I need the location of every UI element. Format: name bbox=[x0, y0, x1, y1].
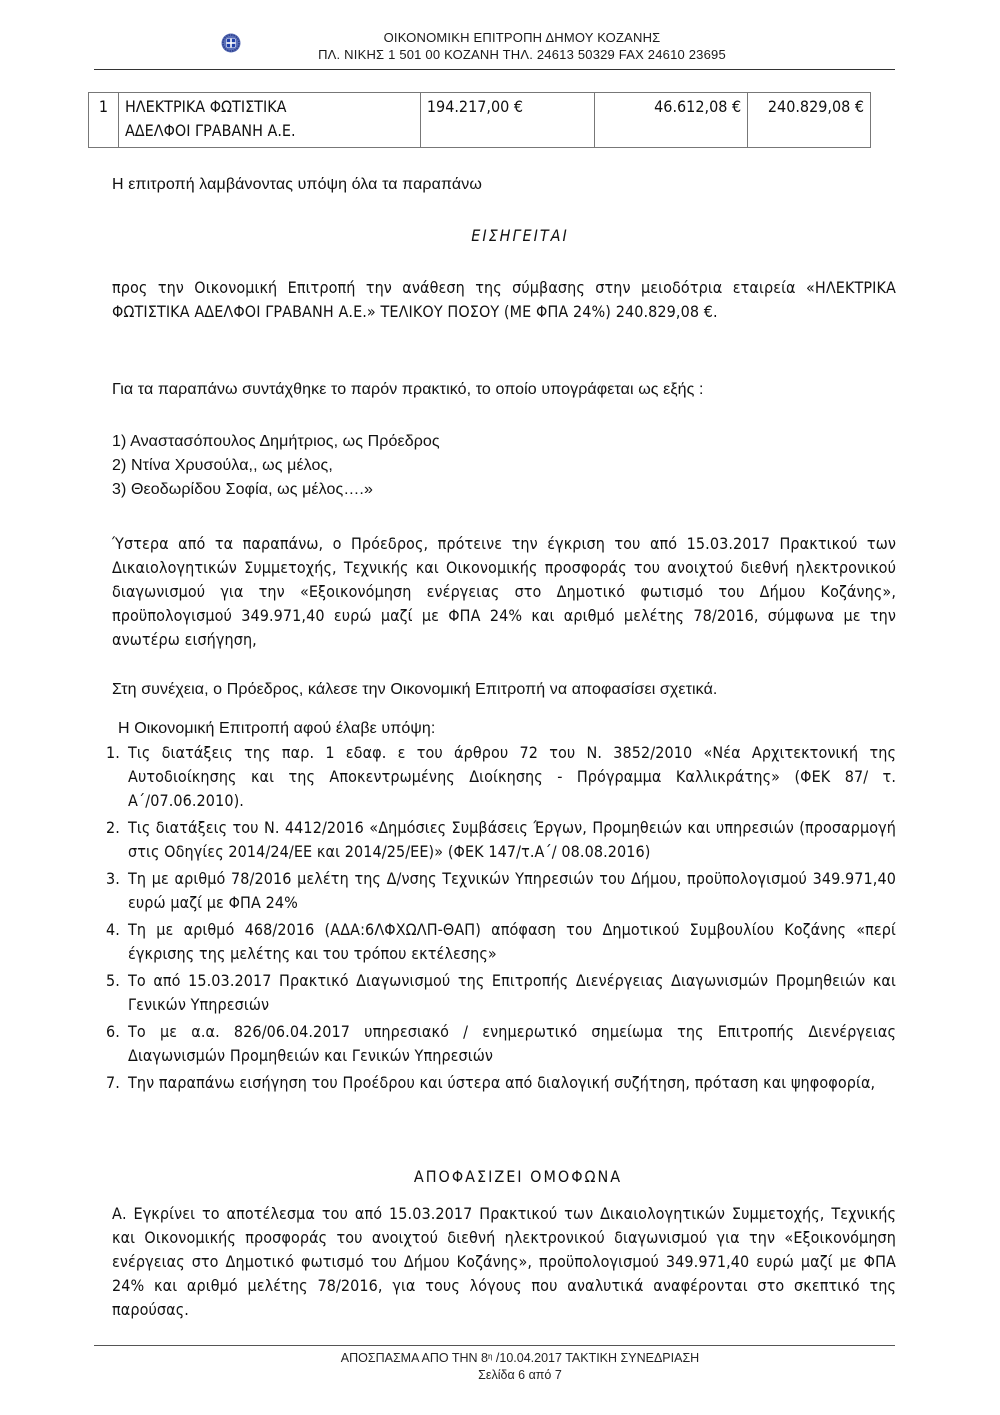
header-organization: ΟΙΚΟΝΟΜΙΚΗ ΕΠΙΤΡΟΠΗ ΔΗΜΟΥ ΚΟΖΑΝΗΣ bbox=[383, 30, 661, 45]
list-item-number: 2. bbox=[106, 818, 120, 837]
footer-session-prefix: ΑΠΟΣΠΑΣΜΑ ΑΠΟ ΤΗΝ 8 bbox=[340, 1351, 488, 1365]
list-item bbox=[106, 1020, 896, 1068]
signatory: 2) Ντίνα Χρυσούλα,, ως μέλος, bbox=[112, 457, 333, 474]
list-item-text: Τη με αριθμό 78/2016 μελέτη της Δ/νσης Τεχνικών Υπηρεσιών του Δήμου, προϋπολογισμού 349.971,40 ευρώ μαζί με ΦΠΑ 24% bbox=[128, 869, 896, 912]
list-item-number: 6. bbox=[106, 1022, 120, 1041]
chairman-proposal-paragraph: Ύστερα από τα παραπάνω, ο Πρόεδρος, πρότεινε την έγκριση του από 15.03.2017 Πρακτικού των Δικαιολογητικών Συμμετοχής, Τεχνικής και Οικονομικής προσφοράς του ανοιχτού διεθνή ηλεκτρονικού διαγωνισμού για την «Εξοικονόμηση ενέργειας στο Δημοτικό φωτισμό του Δήμου Κοζάνης», προϋπολογισμού 349.971,40 ευρώ μαζί με ΦΠΑ 24% και αριθμό μελέτης 78/2016, σύμφωνα με την ανωτέρω εισήγηση, bbox=[112, 534, 896, 649]
company-name-line2: ΑΔΕΛΦΟΙ ΓΡΑΒΑΝΗ Α.Ε. bbox=[124, 121, 296, 140]
list-item-number: 4. bbox=[106, 920, 120, 939]
chairman-call-paragraph: Στη συνέχεια, ο Πρόεδρος, κάλεσε την Οικονομική Επιτροπή να αποφασίσει σχετικά. bbox=[112, 681, 718, 698]
award-table bbox=[88, 92, 871, 148]
heading-recommends: ΕΙΣΗΓΕΙΤΑΙ bbox=[471, 226, 569, 245]
decision-a-paragraph: Α. Εγκρίνει το αποτέλεσμα του από 15.03.2017 Πρακτικού των Δικαιολογητικών Συμμετοχής, Τεχνικής και Οικονομικής προσφοράς του ανοιχτού διεθνή ηλεκτρονικού διαγωνισμού για την «Εξοικονόμηση ενέργειας στο Δημοτικό φωτισμό του Δήμου Κοζάνης», προϋπολογισμού 349.971,40 ευρώ μαζί με ΦΠΑ 24% και αριθμό μελέτης 78/2016, για τους λόγους που αναλυτικά αναφέρονται στο σκεπτικό της παρούσας. bbox=[112, 1204, 896, 1319]
list-item-number: 5. bbox=[106, 971, 120, 990]
list-item-text: Την παραπάνω εισήγηση του Προέδρου και ύστερα από διαλογική συζήτηση, πρόταση και ψηφοφορία, bbox=[128, 1073, 876, 1092]
list-item bbox=[106, 741, 896, 813]
footer-session-ordinal: η bbox=[487, 1352, 493, 1361]
net-amount: 194.217,00 € bbox=[420, 93, 595, 148]
company-name-line1: ΗΛΕΚΤΡΙΚΑ ΦΩΤΙΣΤΙΚΑ bbox=[124, 97, 287, 116]
total-amount: 240.829,08 € bbox=[748, 93, 871, 148]
recommendation-paragraph: προς την Οικονομική Επιτροπή την ανάθεση της σύμβασης στην μειοδότρια εταιρεία «ΗΛΕΚΤΡΙΚΑ ΦΩΤΙΣΤΙΚΑ ΑΔΕΛΦΟΙ ΓΡΑΒΑΝΗ Α.Ε.» ΤΕΛΙΚΟΥ ΠΟΣΟΥ (ΜΕ ΦΠΑ 24%) 240.829,08 €. bbox=[112, 278, 896, 321]
list-item-number: 7. bbox=[106, 1073, 120, 1092]
list-item-text: Τις διατάξεις του Ν. 4412/2016 «Δημόσιες Συμβάσεις Έργων, Προμηθειών και υπηρεσιών (προσαρμογή στις Οδηγίες 2014/24/ΕΕ και 2014/25/ΕΕ)» (ΦΕΚ 147/τ.Α΄/ 08.08.2016) bbox=[128, 818, 896, 861]
table-row bbox=[89, 93, 871, 148]
list-item bbox=[106, 918, 896, 966]
intro-text: Η επιτροπή λαμβάνοντας υπόψη όλα τα παραπάνω bbox=[112, 176, 482, 193]
list-item bbox=[106, 867, 896, 915]
header-address: ΠΛ. ΝΙΚΗΣ 1 501 00 ΚΟΖΑΝΗ ΤΗΛ. 24613 50329 FAX 24610 23695 bbox=[318, 47, 726, 62]
header-divider bbox=[94, 69, 895, 70]
list-item-number: 3. bbox=[106, 869, 120, 888]
considerations-intro: Η Οικονομική Επιτροπή αφού έλαβε υπόψη: bbox=[118, 720, 436, 737]
list-item-text: Το με α.α. 826/06.04.2017 υπηρεσιακό / ενημερωτικό σημείωμα της Επιτροπής Διενέργειας Διαγωνισμών Προμηθειών και Γενικών Υπηρεσιών bbox=[128, 1022, 896, 1065]
row-number: 1 bbox=[89, 93, 119, 148]
list-item-text: Το από 15.03.2017 Πρακτικό Διαγωνισμού της Επιτροπής Διενέργειας Διαγωνισμών Προμηθειών και Γενικών Υπηρεσιών bbox=[128, 971, 896, 1014]
company-name bbox=[118, 93, 420, 148]
signatories-list bbox=[112, 430, 440, 502]
list-item-number: 1. bbox=[106, 743, 120, 762]
list-item bbox=[106, 969, 896, 1017]
vat-amount: 46.612,08 € bbox=[595, 93, 748, 148]
list-item-text: Τη με αριθμό 468/2016 (ΑΔΑ:6ΛΦΧΩΛΠ-ΘΑΠ) απόφαση του Δημοτικού Συμβουλίου Κοζάνης «περί έγκρισης της μελέτης και του τρόπου εκτέλεσης» bbox=[128, 920, 896, 963]
footer-session-suffix: /10.04.2017 ΤΑΚΤΙΚΗ ΣΥΝΕΔΡΙΑΣΗ bbox=[492, 1351, 700, 1365]
page-number: Σελίδα 6 από 7 bbox=[478, 1368, 562, 1382]
signatory: 3) Θεοδωρίδου Σοφία, ως μέλος….» bbox=[112, 481, 373, 498]
list-item bbox=[106, 816, 896, 864]
footer-session bbox=[0, 1350, 1000, 1367]
considerations-list bbox=[106, 741, 896, 1098]
footer-divider bbox=[94, 1345, 895, 1346]
list-item-text: Τις διατάξεις της παρ. 1 εδαφ. ε του άρθρου 72 του Ν. 3852/2010 «Νέα Αρχιτεκτονική της Αυτοδιοίκησης και της Αποκεντρωμένης Διοίκησης - Πρόγραμμα Καλλικράτης» (ΦΕΚ 87/ τ. Α΄/07.06.2010). bbox=[128, 743, 896, 810]
signatory: 1) Αναστασόπουλος Δημήτριος, ως Πρόεδρος bbox=[112, 433, 440, 450]
heading-decides: ΑΠΟΦΑΣΙΖΕΙ ΟΜΟΦΩΝΑ bbox=[413, 1167, 623, 1186]
list-item bbox=[106, 1071, 896, 1095]
signing-intro: Για τα παραπάνω συντάχθηκε το παρόν πρακτικό, το οποίο υπογράφεται ως εξής : bbox=[112, 381, 704, 398]
